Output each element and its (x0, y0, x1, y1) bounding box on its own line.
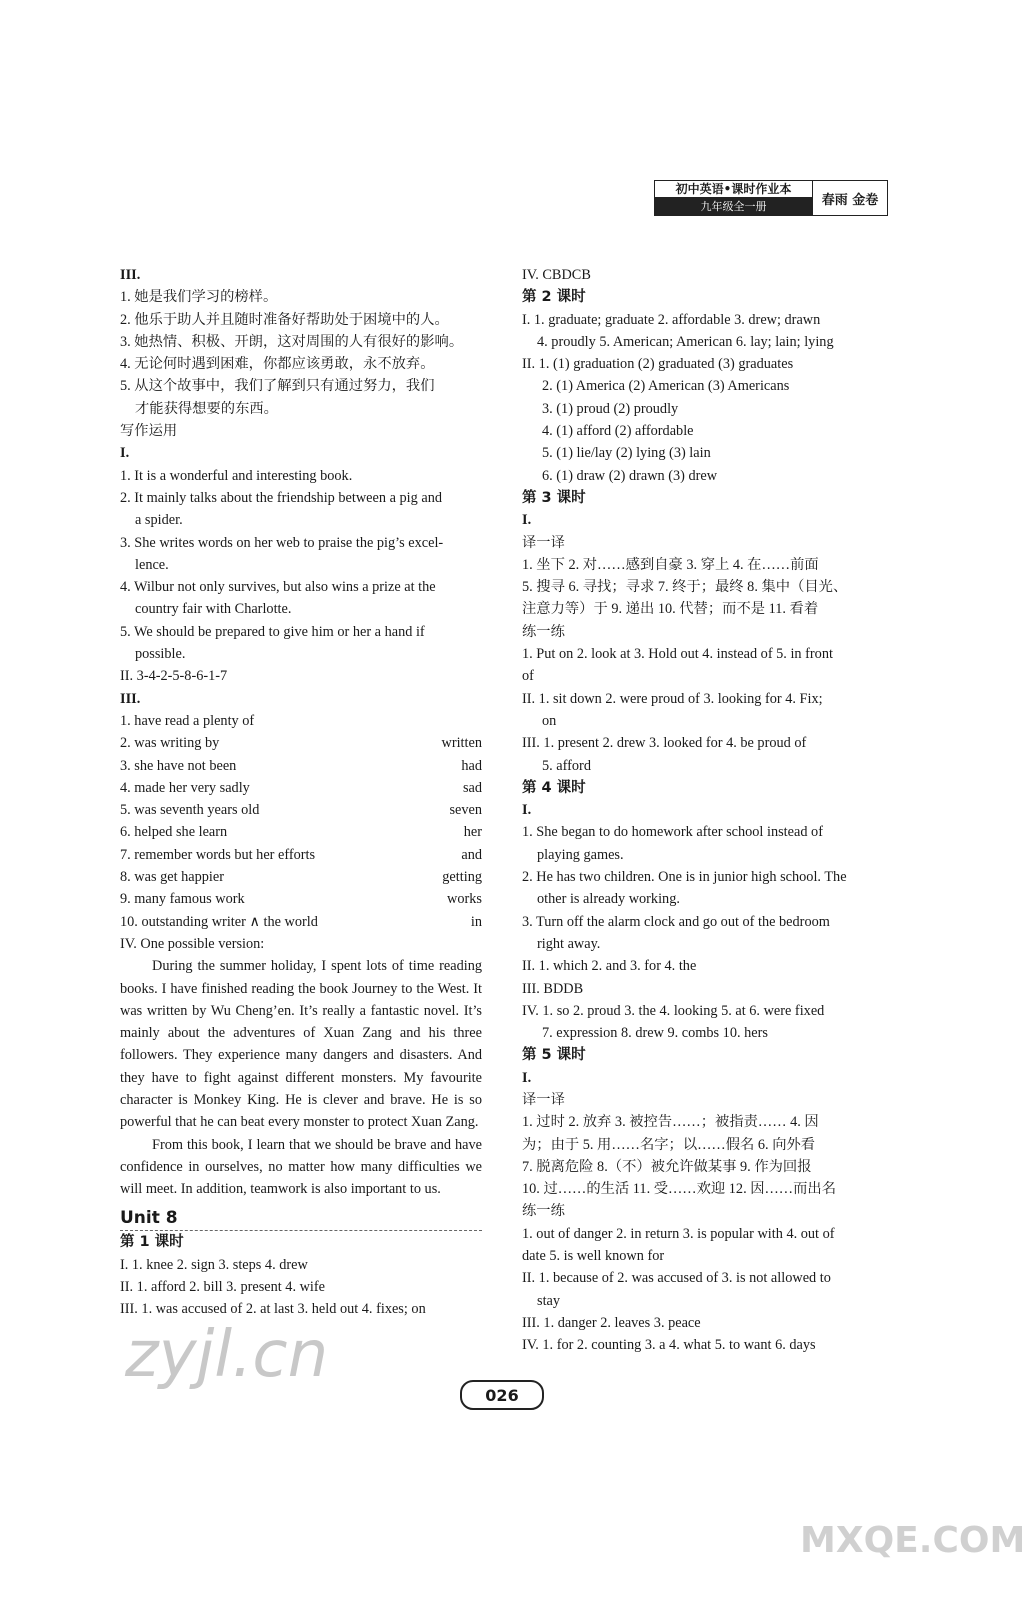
correction-fix: in (470, 913, 482, 930)
watermark-zyjl: zyjl.cn (125, 1318, 329, 1392)
section-heading: IV. One possible version: (120, 935, 265, 952)
answer-line: 6. (1) draw (2) drawn (3) drew (542, 467, 718, 484)
left-column (120, 264, 482, 1321)
answer-line: 3. (1) proud (2) proudly (542, 400, 679, 417)
section-heading: III. (120, 690, 141, 707)
answer-line: lence. (135, 556, 169, 573)
section-heading: III. (120, 267, 141, 283)
correction-text: 3. she have not been (120, 757, 237, 774)
answer-line: 5. 从这个故事中，我们了解到只有通过努力，我们 (120, 378, 435, 395)
answer-line: II. 1. (1) graduation (2) graduated (3) graduates (522, 356, 794, 373)
answer-line: II. 3-4-2-5-8-6-1-7 (120, 668, 228, 685)
section-heading: I. (522, 1069, 532, 1086)
answer-line: 才能获得想要的东西。 (135, 400, 278, 417)
section-heading: 写作运用 (120, 423, 178, 440)
answer-line: a spider. (135, 512, 183, 529)
answer-line: 1. Put on 2. look at 3. Hold out 4. instead of 5. in front (522, 646, 833, 663)
correction-row (120, 911, 482, 933)
correction-row (120, 710, 482, 732)
subsection-heading: 译一译 (522, 534, 565, 551)
answer-line: possible. (135, 646, 186, 663)
answer-line: 2. 他乐于助人并且随时准备好帮助处于困境中的人。 (120, 311, 449, 328)
correction-row (120, 866, 482, 888)
answer-line: 3. 她热情、积极、开朗，这对周围的人有很好的影响。 (120, 333, 464, 350)
answer-line: 注意力等）于 9. 递出 10. 代替；而不是 11. 看着 (522, 601, 819, 618)
answer-line: II. 1. afford 2. bill 3. present 4. wife (120, 1279, 326, 1296)
answer-line: 4. 无论何时遇到困难，你都应该勇敢，永不放弃。 (120, 356, 435, 373)
answer-line: 1. 她是我们学习的榜样。 (120, 289, 278, 306)
section-heading: I. (120, 445, 130, 462)
page-number-text: 026 (485, 1385, 519, 1405)
answer-line: 4. (1) afford (2) affordable (542, 423, 694, 440)
answer-line: on (542, 712, 557, 729)
lesson-heading: 第 5 课时 (522, 1047, 586, 1064)
answer-line: 5. afford (542, 757, 591, 774)
answer-line: I. 1. graduate; graduate 2. affordable 3. drew; drawn (522, 311, 821, 328)
correction-fix: her (463, 824, 482, 841)
correction-text: 9. many famous work (120, 891, 245, 908)
subsection-heading: 练一练 (522, 1203, 565, 1220)
answer-line: 1. She began to do homework after school instead of (522, 824, 823, 841)
answer-line: 5. 搜寻 6. 寻找；寻求 7. 终于；最终 8. 集中（目光、 (522, 579, 848, 596)
answer-line: III. 1. was accused of 2. at last 3. held out 4. fixes; on (120, 1301, 426, 1318)
subsection-heading: 练一练 (522, 623, 565, 640)
essay-paragraph: From this book, I learn that we should be brave and have confidence in ourselves, no matter how many difficulties we will meet. In addition, teamwork is also important to us. (120, 1136, 482, 1198)
lesson-heading: 第 2 课时 (522, 289, 586, 306)
right-column (522, 264, 884, 1357)
correction-text: 5. was seventh years old (120, 802, 260, 819)
correction-fix: works (447, 891, 482, 908)
correction-text: 10. outstanding writer ∧ the world (120, 913, 318, 930)
answer-line: 2. He has two children. One is in junior high school. The (522, 869, 847, 886)
correction-row (120, 799, 482, 821)
grade-label: 九年级全一册 (655, 198, 812, 215)
correction-row (120, 888, 482, 910)
correction-fix: getting (442, 869, 482, 886)
correction-fix: and (461, 846, 482, 863)
answer-line: of (522, 668, 534, 685)
section-heading: I. (522, 802, 532, 819)
answer-line: 1. 坐下 2. 对……感到自豪 3. 穿上 4. 在……前面 (522, 556, 819, 573)
answer-line: III. 1. present 2. drew 3. looked for 4. be proud of (522, 735, 807, 752)
watermark-mxqe: MXQE.COM (800, 1520, 1025, 1561)
answer-line: 1. 过时 2. 放弃 3. 被控告……；被指责…… 4. 因 (522, 1114, 819, 1131)
correction-text: 8. was get happier (120, 869, 225, 886)
lesson-heading: 第 1 课时 (120, 1234, 184, 1251)
answer-line: 4. proudly 5. American; American 6. lay; lain; lying (537, 333, 834, 350)
answer-line: 4. Wilbur not only survives, but also wins a prize at the (120, 579, 436, 596)
answer-line: playing games. (537, 846, 624, 863)
correction-fix: seven (449, 802, 482, 819)
answer-line: IV. 1. so 2. proud 3. the 4. looking 5. at 6. were fixed (522, 1002, 825, 1019)
answer-line: II. 1. sit down 2. were proud of 3. looking for 4. Fix; (522, 690, 823, 707)
answer-line: 2. It mainly talks about the friendship between a pig and (120, 489, 442, 506)
correction-row (120, 732, 482, 754)
essay-paragraph: During the summer holiday, I spent lots of time reading books. I have finished reading the book Journey to the West. It was written by Wu Cheng’en. It’s really a fantastic novel. It’s mainly about the adventures of Xuan Zang and his three followers. They experience many dangers and disasters. And they have to fight against different monsters. My favourite character is Monkey King. He is clever and brave. He is so powerful that he can beat every monster to protect Xuan Zang. (120, 958, 482, 1131)
brand-logo: 春雨 金卷 (812, 181, 887, 215)
correction-fix: sad (462, 779, 482, 796)
unit-heading: Unit 8 (120, 1206, 482, 1231)
answer-line: 5. (1) lie/lay (2) lying (3) lain (542, 445, 711, 462)
answer-line: other is already working. (537, 891, 680, 908)
correction-row (120, 821, 482, 843)
correction-text: 1. have read a plenty of (120, 712, 255, 729)
answer-line: 3. She writes words on her web to praise the pig’s excel- (120, 534, 444, 551)
answer-line: 1. It is a wonderful and interesting book. (120, 467, 353, 484)
correction-row (120, 844, 482, 866)
lesson-heading: 第 3 课时 (522, 489, 586, 506)
answer-line: stay (537, 1292, 561, 1309)
answer-line: date 5. is well known for (522, 1248, 665, 1265)
correction-text: 7. remember words but her efforts (120, 846, 316, 863)
page-number (460, 1380, 544, 1410)
answer-line: 7. 脱离危险 8.（不）被允许做某事 9. 作为回报 (522, 1158, 812, 1175)
answer-line: III. 1. danger 2. leaves 3. peace (522, 1314, 701, 1331)
answer-line: I. 1. knee 2. sign 3. steps 4. drew (120, 1256, 308, 1273)
answer-line: II. 1. which 2. and 3. for 4. the (522, 958, 697, 975)
correction-fix: written (441, 735, 482, 752)
answer-line: 10. 过……的生活 11. 受……欢迎 12. 因……而出名 (522, 1181, 836, 1198)
answer-line: 5. We should be prepared to give him or her a hand if (120, 623, 425, 640)
answer-line: 2. (1) America (2) American (3) Americans (542, 378, 790, 395)
correction-row (120, 777, 482, 799)
correction-fix: had (461, 757, 482, 774)
correction-row (120, 755, 482, 777)
subsection-heading: 译一译 (522, 1091, 565, 1108)
series-badge (654, 180, 888, 216)
answer-line: IV. 1. for 2. counting 3. a 4. what 5. to want 6. days (522, 1337, 816, 1354)
answer-line: 3. Turn off the alarm clock and go out of the bedroom (522, 913, 830, 930)
section-heading: I. (522, 512, 532, 529)
answer-line: 为；由于 5. 用……名字；以……假名 6. 向外看 (522, 1136, 816, 1153)
answer-line: 1. out of danger 2. in return 3. is popular with 4. out of (522, 1225, 835, 1242)
correction-text: 6. helped she learn (120, 824, 228, 841)
correction-text: 4. made her very sadly (120, 779, 250, 796)
answer-line: II. 1. because of 2. was accused of 3. is not allowed to (522, 1270, 831, 1287)
lesson-heading: 第 4 课时 (522, 779, 586, 796)
answer-line: III. BDDB (522, 980, 584, 997)
series-title: 初中英语•课时作业本 (655, 181, 812, 198)
answer-line: IV. CBDCB (522, 267, 591, 283)
correction-text: 2. was writing by (120, 735, 220, 752)
answer-line: right away. (537, 935, 601, 952)
answer-line: 7. expression 8. drew 9. combs 10. hers (542, 1025, 768, 1042)
answer-line: country fair with Charlotte. (135, 601, 292, 618)
